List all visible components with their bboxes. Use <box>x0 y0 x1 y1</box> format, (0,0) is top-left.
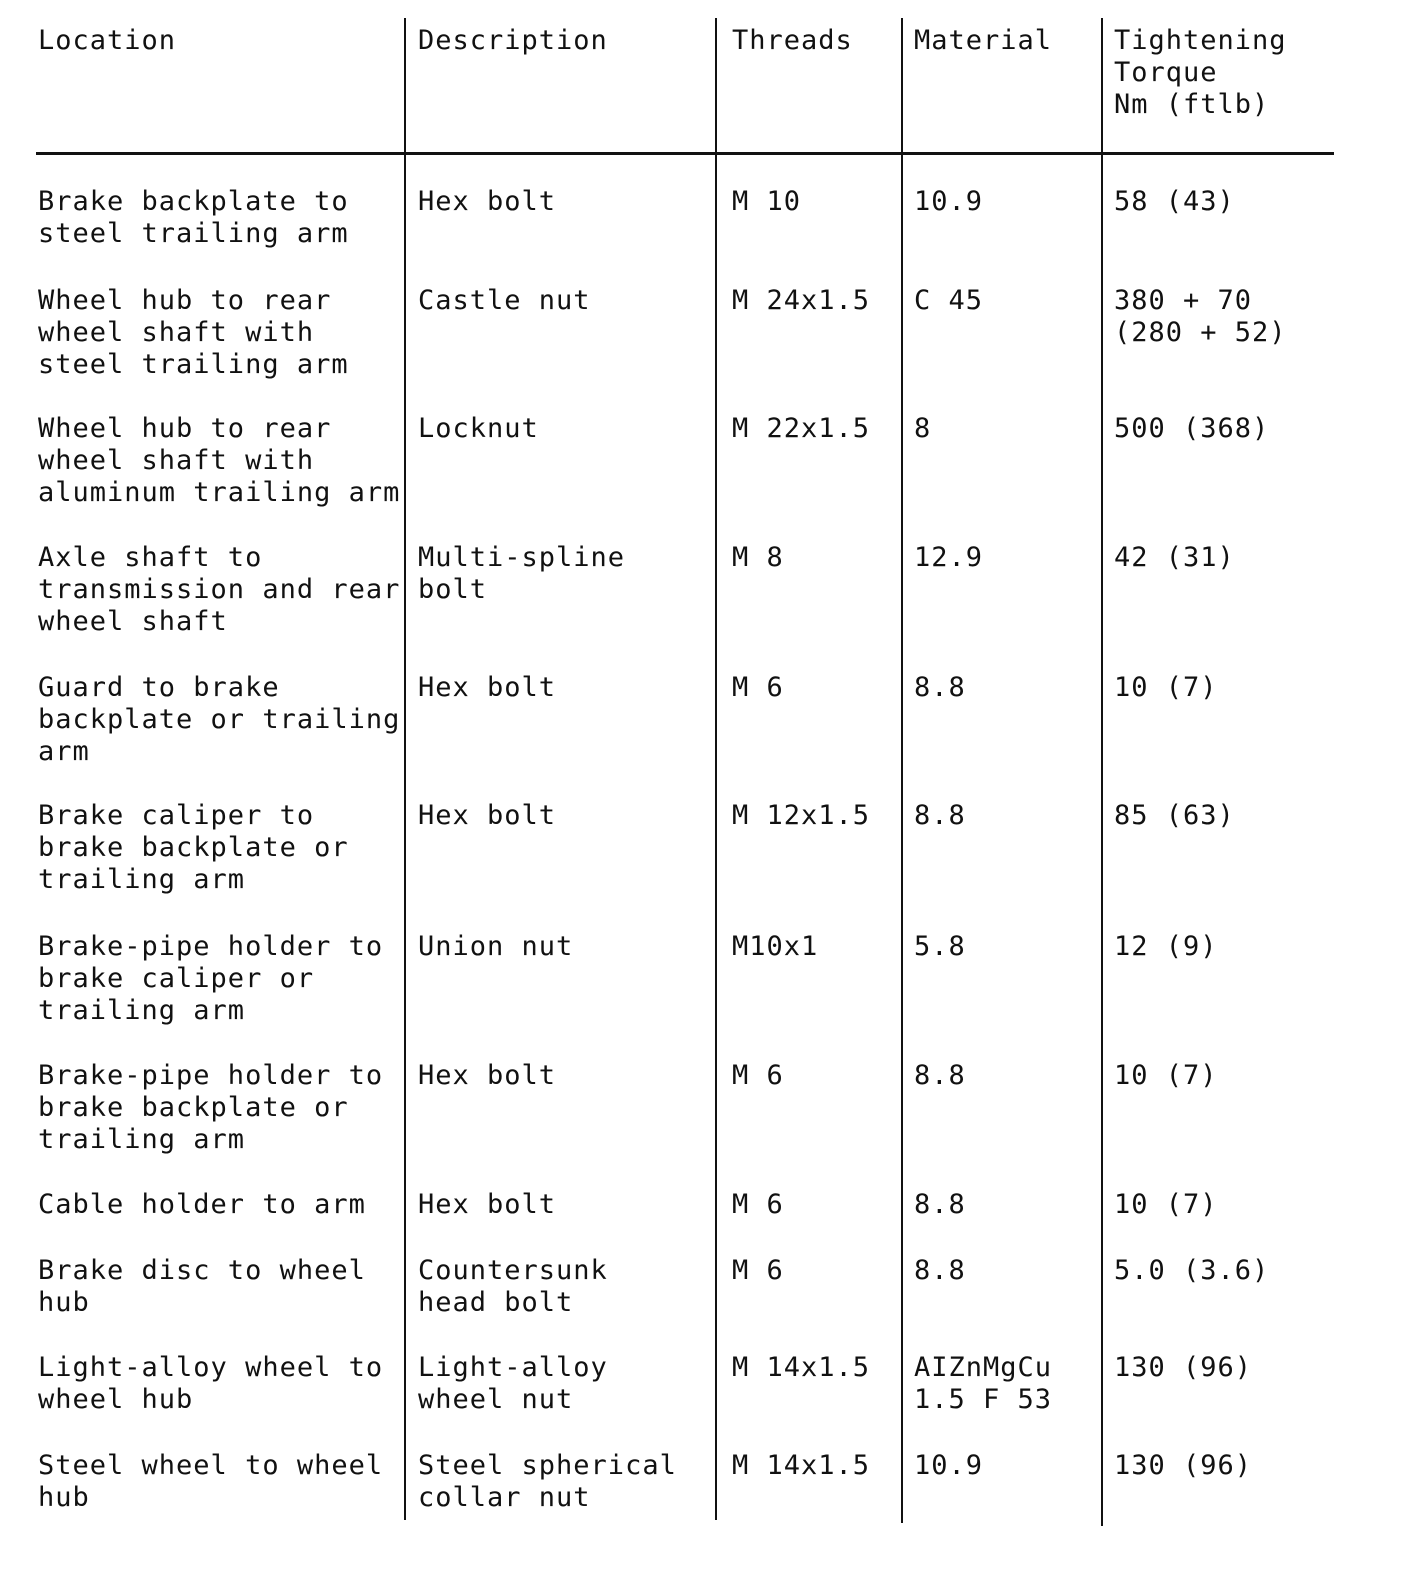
cell-threads: M 22x1.5 <box>732 413 871 444</box>
header-location: Location <box>38 25 177 56</box>
cell-location: Wheel hub to rear wheel shaft with steel trailing arm <box>38 285 349 380</box>
header-tightening-torque: Tightening Torque Nm (ftlb) <box>1114 25 1287 120</box>
cell-material: 8.8 <box>914 1255 966 1286</box>
cell-material: 8.8 <box>914 1189 966 1220</box>
cell-description: Hex bolt <box>418 800 557 831</box>
cell-material: AIZnMgCu 1.5 F 53 <box>914 1352 1053 1415</box>
cell-description: Steel spherical collar nut <box>418 1450 677 1513</box>
cell-threads: M 14x1.5 <box>732 1352 871 1383</box>
cell-material: 10.9 <box>914 186 984 217</box>
column-divider <box>1101 18 1103 1526</box>
header-description: Description <box>418 25 608 56</box>
cell-threads: M 12x1.5 <box>732 800 871 831</box>
cell-material: 12.9 <box>914 542 984 573</box>
cell-torque: 85 (63) <box>1114 800 1235 831</box>
cell-material: C 45 <box>914 285 984 316</box>
cell-torque: 42 (31) <box>1114 542 1235 573</box>
cell-torque: 10 (7) <box>1114 1189 1218 1220</box>
cell-description: Multi-spline bolt <box>418 542 626 605</box>
cell-torque: 130 (96) <box>1114 1450 1253 1481</box>
cell-description: Locknut <box>418 413 539 444</box>
cell-threads: M10x1 <box>732 931 819 962</box>
cell-location: Wheel hub to rear wheel shaft with aluminum trailing arm <box>38 413 401 508</box>
cell-location: Steel wheel to wheel hub <box>38 1450 384 1513</box>
cell-location: Cable holder to arm <box>38 1189 366 1220</box>
cell-material: 8.8 <box>914 672 966 703</box>
cell-material: 8.8 <box>914 800 966 831</box>
cell-torque: 380 + 70 (280 + 52) <box>1114 285 1287 348</box>
cell-torque: 10 (7) <box>1114 1060 1218 1091</box>
cell-location: Brake disc to wheel hub <box>38 1255 366 1318</box>
cell-material: 8 <box>914 413 932 444</box>
cell-description: Castle nut <box>418 285 591 316</box>
cell-material: 8.8 <box>914 1060 966 1091</box>
cell-description: Countersunk head bolt <box>418 1255 608 1318</box>
cell-description: Union nut <box>418 931 574 962</box>
column-divider <box>715 18 717 1520</box>
header-rule <box>36 152 1334 155</box>
column-divider <box>404 18 406 1520</box>
cell-threads: M 24x1.5 <box>732 285 871 316</box>
cell-threads: M 10 <box>732 186 802 217</box>
cell-location: Brake caliper to brake backplate or trailing arm <box>38 800 349 895</box>
cell-location: Guard to brake backplate or trailing arm <box>38 672 401 767</box>
cell-torque: 58 (43) <box>1114 186 1235 217</box>
cell-torque: 130 (96) <box>1114 1352 1253 1383</box>
cell-torque: 5.0 (3.6) <box>1114 1255 1270 1286</box>
cell-description: Hex bolt <box>418 672 557 703</box>
cell-threads: M 6 <box>732 672 784 703</box>
cell-description: Hex bolt <box>418 1060 557 1091</box>
cell-torque: 10 (7) <box>1114 672 1218 703</box>
cell-description: Light-alloy wheel nut <box>418 1352 608 1415</box>
cell-description: Hex bolt <box>418 1189 557 1220</box>
cell-description: Hex bolt <box>418 186 557 217</box>
cell-torque: 12 (9) <box>1114 931 1218 962</box>
cell-location: Light-alloy wheel to wheel hub <box>38 1352 384 1415</box>
cell-threads: M 14x1.5 <box>732 1450 871 1481</box>
cell-threads: M 6 <box>732 1255 784 1286</box>
header-threads: Threads <box>732 25 853 56</box>
cell-torque: 500 (368) <box>1114 413 1270 444</box>
header-material: Material <box>914 25 1053 56</box>
cell-material: 10.9 <box>914 1450 984 1481</box>
cell-threads: M 8 <box>732 542 784 573</box>
cell-location: Brake-pipe holder to brake caliper or trailing arm <box>38 931 384 1026</box>
cell-location: Brake-pipe holder to brake backplate or trailing arm <box>38 1060 384 1155</box>
cell-threads: M 6 <box>732 1189 784 1220</box>
cell-location: Brake backplate to steel trailing arm <box>38 186 349 249</box>
cell-threads: M 6 <box>732 1060 784 1091</box>
cell-location: Axle shaft to transmission and rear wheel shaft <box>38 542 401 637</box>
column-divider <box>901 18 903 1523</box>
cell-material: 5.8 <box>914 931 966 962</box>
